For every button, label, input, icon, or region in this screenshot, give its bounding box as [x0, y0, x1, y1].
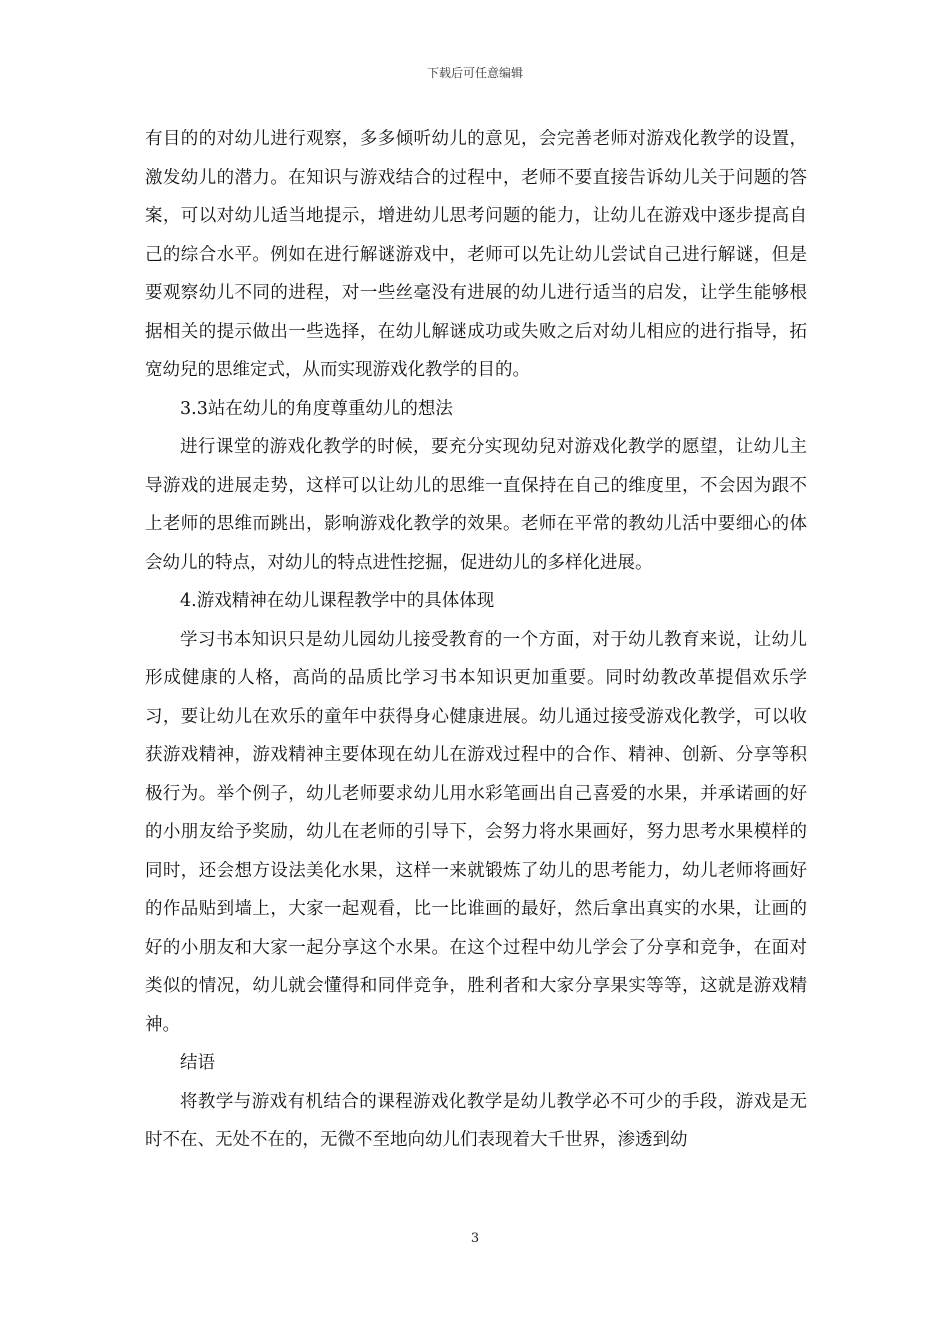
page-number: 3 [470, 1231, 480, 1246]
section-heading-3-3: 3.3站在幼儿的角度尊重幼儿的想法 [180, 398, 453, 419]
paragraph-3-3-body: 进行课堂的游戏化教学的时候，要充分实现幼兒对游戏化教学的愿望，让幼儿主导游戏的进展走势，这样可以让幼儿的思维一直保持在自己的维度里，不会因为跟不上老师的思维而跳出，影响游戏化教学的效果。老师在平常的教幼儿活中要细心的体会幼儿的特点，对幼儿的特点进性挖掘，促进幼儿的多样化进展。 [145, 437, 807, 573]
paragraph-conclusion-body: 将教学与游戏有机结合的课程游戏化教学是幼儿教学必不可少的手段，游戏是无时不在、无处不在的，无微不至地向幼儿们表现着大千世界，渗透到幼 [145, 1091, 807, 1150]
paragraph-continuation: 有目的的对幼儿进行观察，多多倾听幼儿的意见，会完善老师对游戏化教学的设置，激发幼儿的潜力。在知识与游戏结合的过程中，老师不要直接告诉幼儿关于问题的答案，可以对幼儿适当地提示，增进幼儿思考问题的能力，让幼儿在游戏中逐步提高自己的综合水平。例如在进行解谜游戏中，老师可以先让幼儿尝试自己进行解谜，但是要观察幼儿不同的进程，对一些丝毫没有进展的幼儿进行适当的启发，让学生能够根据相关的提示做出一些选择，在幼儿解谜成功或失败之后对幼儿相应的进行指导，拓宽幼兒的思维定式，从而实现游戏化教学的目的。 [145, 129, 807, 380]
document-body [145, 120, 807, 1160]
section-heading-conclusion: 结语 [180, 1053, 215, 1073]
section-heading-4: 4.游戏精神在幼儿课程教学中的具体体现 [180, 591, 495, 611]
paragraph-4-body: 学习书本知识只是幼儿园幼儿接受教育的一个方面，对于幼儿教育来说，让幼儿形成健康的人格，高尚的品质比学习书本知识更加重要。同时幼教改革提倡欢乐学习，要让幼儿在欢乐的童年中获得身心健康进展。幼儿通过接受游戏化教学，可以收获游戏精神，游戏精神主要体现在幼儿在游戏过程中的合作、精神、创新、分享等积极行为。举个例子，幼儿老师要求幼儿用水彩笔画出自己喜爱的水果，并承诺画的好的小朋友给予奖励，幼儿在老师的引导下，会努力将水果画好，努力思考水果模样的同时，还会想方设法美化水果，这样一来就锻炼了幼儿的思考能力，幼儿老师将画好的作品贴到墙上，大家一起观看，比一比谁画的最好，然后拿出真实的水果，让画的好的小朋友和大家一起分享这个水果。在这个过程中幼儿学会了分享和竞争，在面对类似的情况，幼儿就会懂得和同伴竞争，胜利者和大家分享果实等等，这就是游戏精神。 [145, 629, 807, 1035]
page-header: 下载后可任意编辑 [426, 66, 523, 80]
